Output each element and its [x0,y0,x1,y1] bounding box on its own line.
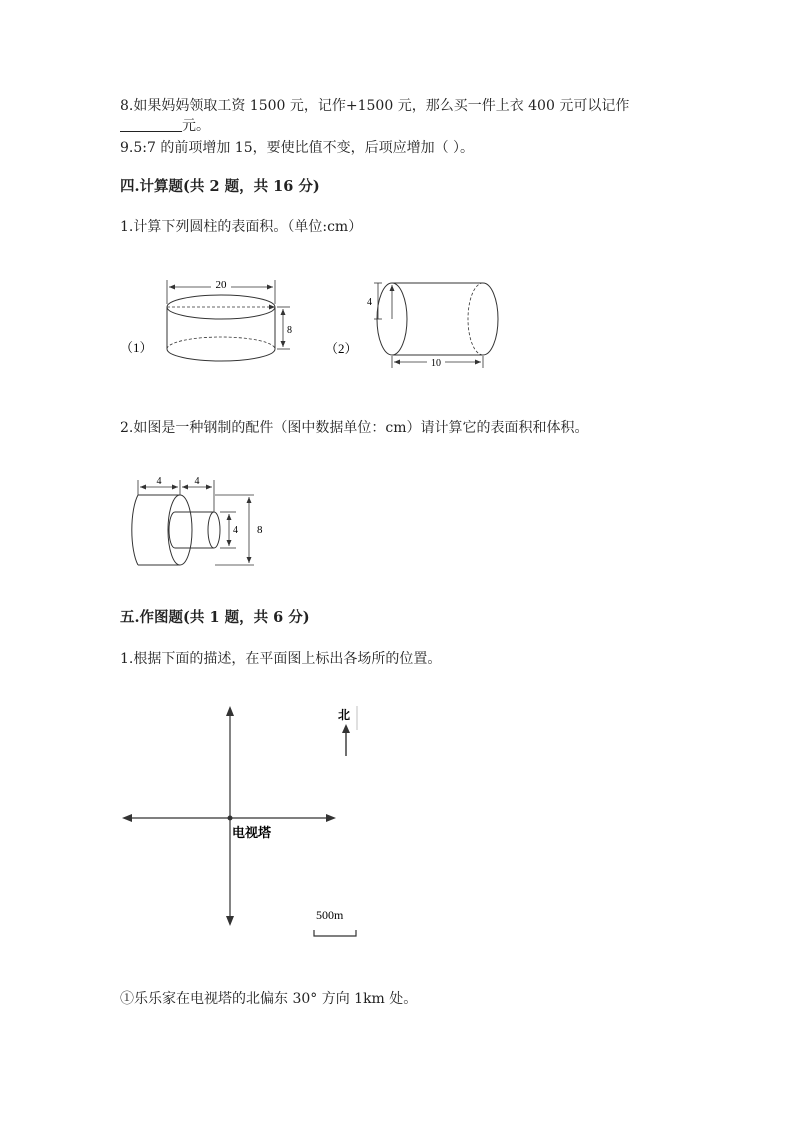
big-diameter-label: 8 [257,524,263,536]
north-label: 北 [338,708,351,722]
small-length-label: 4 [194,476,200,487]
radius-label: 4 [367,297,372,308]
arrow-right-icon [326,814,336,822]
section-4-heading: 四.计算题(共 2 题，共 16 分) [120,178,320,195]
cylinder-figure-1 [120,270,320,370]
scale-label: 500m [316,908,344,922]
arrow-up-icon [226,706,234,716]
question-9: 9.5:7 的前项增加 15，要使比值不变，后项应增加（ ）。 [120,140,475,156]
figure-2-label: （2） [325,341,358,356]
section-5-question-1: 1.根据下面的描述，在平面图上标出各场所的位置。 [120,651,442,667]
height-label: 8 [287,325,292,336]
figure-1-label: （1） [120,340,153,355]
cylinder-figure-2 [325,278,515,378]
steel-part-figure [120,470,280,575]
section-4-question-1: 1.计算下列圆柱的表面积。（单位:cm） [120,219,363,235]
center-point [228,816,233,821]
section-4-question-2: 2.如图是一种钢制的配件（图中数据单位：cm）请计算它的表面积和体积。 [120,420,589,436]
map-item-1: ①乐乐家在电视塔的北偏东 30° 方向 1km 处。 [120,991,418,1007]
direction-map[interactable] [120,700,370,945]
tv-tower-label: 电视塔 [232,825,272,840]
section-5-heading: 五.作图题(共 1 题，共 6 分) [120,609,310,626]
big-length-label: 4 [156,476,162,487]
arrow-left-icon [122,814,132,822]
diameter-label: 20 [215,279,227,291]
scale-bar [314,930,356,936]
arrow-down-icon [226,916,234,926]
question-8-line1: 8.如果妈妈领取工资 1500 元，记作+1500 元，那么买一件上衣 400 元可以记作 [120,98,630,114]
question-8-line2 [120,117,210,135]
answer-blank[interactable] [120,117,182,132]
small-diameter-label: 4 [233,525,238,536]
length-label: 10 [431,358,441,369]
question-8-suffix: 元。 [182,118,210,134]
